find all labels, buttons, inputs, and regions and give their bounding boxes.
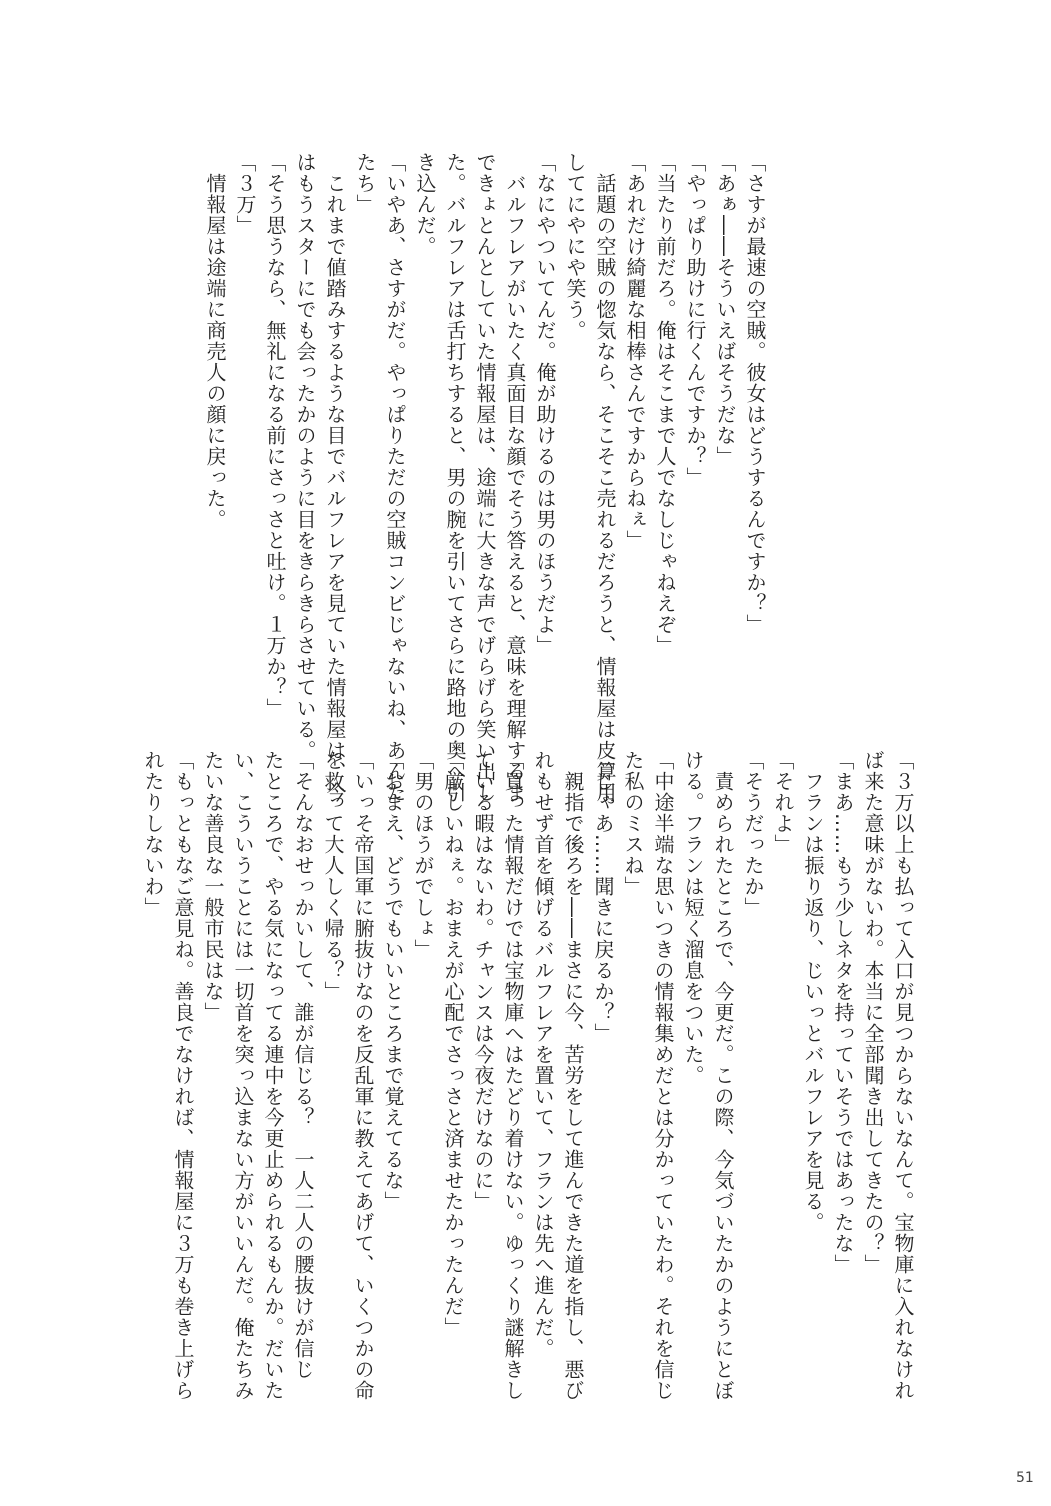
text-line: バルフレアがいたく真面目な顔でそう答えると、意味を理解するま bbox=[503, 152, 527, 803]
text-line: を救って大人しく帰る？」 bbox=[321, 750, 345, 1002]
bottom-text-block bbox=[58, 750, 918, 1401]
text-line: できょとんとしていた情報屋は、途端に大きな声でげらげら笑い出し bbox=[473, 152, 497, 803]
text-line: れたりしないわ」 bbox=[141, 750, 165, 918]
text-line: してにやにや笑う。 bbox=[563, 152, 587, 341]
text-line: 「厳しいねぇ。おまえが心配でさっさと済ませたかったんだ」 bbox=[441, 750, 465, 1338]
text-line: れもせず首を傾げるバルフレアを置いて、フランは先へ進んだ。 bbox=[531, 750, 555, 1359]
text-line: 「じゃあ……聞きに戻るか？」 bbox=[591, 750, 615, 1044]
text-line: 「３万」 bbox=[233, 152, 257, 236]
text-line: たところで、やる気になってる連中を今更止められるもんか。だいた bbox=[261, 750, 285, 1401]
text-line: 「さすが最速の空賊。彼女はどうするんですか？」 bbox=[743, 152, 767, 635]
text-line: 「そんなおせっかいして、誰が信じる？ 一人二人の腰抜けが信じ bbox=[291, 750, 315, 1380]
text-line: 「そう思うなら、無礼になる前にさっさと吐け。１万か？」 bbox=[263, 152, 287, 719]
text-line: た私のミスね」 bbox=[621, 750, 645, 897]
text-line: 「やっぱり助けに行くんですか？」 bbox=[683, 152, 707, 488]
text-line: 「あぁ――そういえばそうだな」 bbox=[713, 152, 737, 467]
text-line: 「中途半端な思いつきの情報集めだとは分かっていたわ。それを信じ bbox=[651, 750, 675, 1401]
text-line: ける。フランは短く溜息をついた。 bbox=[681, 750, 705, 1086]
text-line: 「いっそ帝国軍に腑抜けなのを反乱軍に教えてあげて、いくつかの命 bbox=[351, 750, 375, 1401]
text-line: 「おまえ、どうでもいいところまで覚えてるな」 bbox=[381, 750, 405, 1212]
text-line: はもうスターにでも会ったかのように目をきらきらさせている。 bbox=[293, 152, 317, 761]
text-line: 「それよ」 bbox=[771, 750, 795, 855]
top-text-block bbox=[203, 152, 770, 803]
text-line: 責められたところで、今更だ。この際、今気づいたかのようにとぼ bbox=[711, 750, 735, 1401]
text-line: たいな善良な一般市民はな」 bbox=[201, 750, 225, 1023]
text-line: た。バルフレアは舌打ちすると、男の腕を引いてさらに路地の奥へ引 bbox=[443, 152, 467, 803]
text-line: 親指で後ろを――まさに今、苦労をして進んできた道を指し、悪び bbox=[561, 750, 585, 1401]
text-line: フランは振り返り、じいっとバルフレアを見る。 bbox=[801, 750, 825, 1233]
text-line: 「もっともなご意見ね。善良でなければ、情報屋に３万も巻き上げら bbox=[171, 750, 195, 1401]
text-line: 「まあ……もう少しネタを持っていそうではあったな」 bbox=[831, 750, 855, 1275]
text-line: たち」 bbox=[353, 152, 377, 215]
text-line: 「買った情報だけでは宝物庫へはたどり着けない。ゆっくり謎解きし bbox=[501, 750, 525, 1401]
text-line: 「あれだけ綺麗な相棒さんですからねぇ」 bbox=[623, 152, 647, 551]
text-line: 「当たり前だろ。俺はそこまで人でなしじゃねえぞ」 bbox=[653, 152, 677, 656]
text-line: 「いやあ、さすがだ。やっぱりただの空賊コンビじゃないね、あんた bbox=[383, 152, 407, 803]
text-line: 「そうだったか」 bbox=[741, 750, 765, 918]
text-line: 「男のほうがでしょ」 bbox=[411, 750, 435, 960]
text-line: これまで値踏みするような目でバルフレアを見ていた情報屋は、今 bbox=[323, 152, 347, 803]
text-line: 情報屋は途端に商売人の顔に戻った。 bbox=[203, 152, 227, 530]
text-line: 「３万以上も払って入口が見つからないなんて。宝物庫に入れなけれ bbox=[891, 750, 915, 1401]
text-line: ば来た意味がないわ。本当に全部聞き出してきたの？」 bbox=[861, 750, 885, 1275]
text-line: 話題の空賊の惚気なら、そこそこ売れるだろうと、情報屋は皮算用 bbox=[593, 152, 617, 803]
text-line: い、こういうことには一切首を突っ込まない方がいいんだ。俺たちみ bbox=[231, 750, 255, 1401]
text-line: ている暇はないわ。チャンスは今夜だけなのに」 bbox=[471, 750, 495, 1212]
text-line: 「なにやついてんだ。俺が助けるのは男のほうだよ」 bbox=[533, 152, 557, 656]
text-line: き込んだ。 bbox=[413, 152, 437, 257]
page-number: 51 bbox=[1016, 1470, 1034, 1486]
